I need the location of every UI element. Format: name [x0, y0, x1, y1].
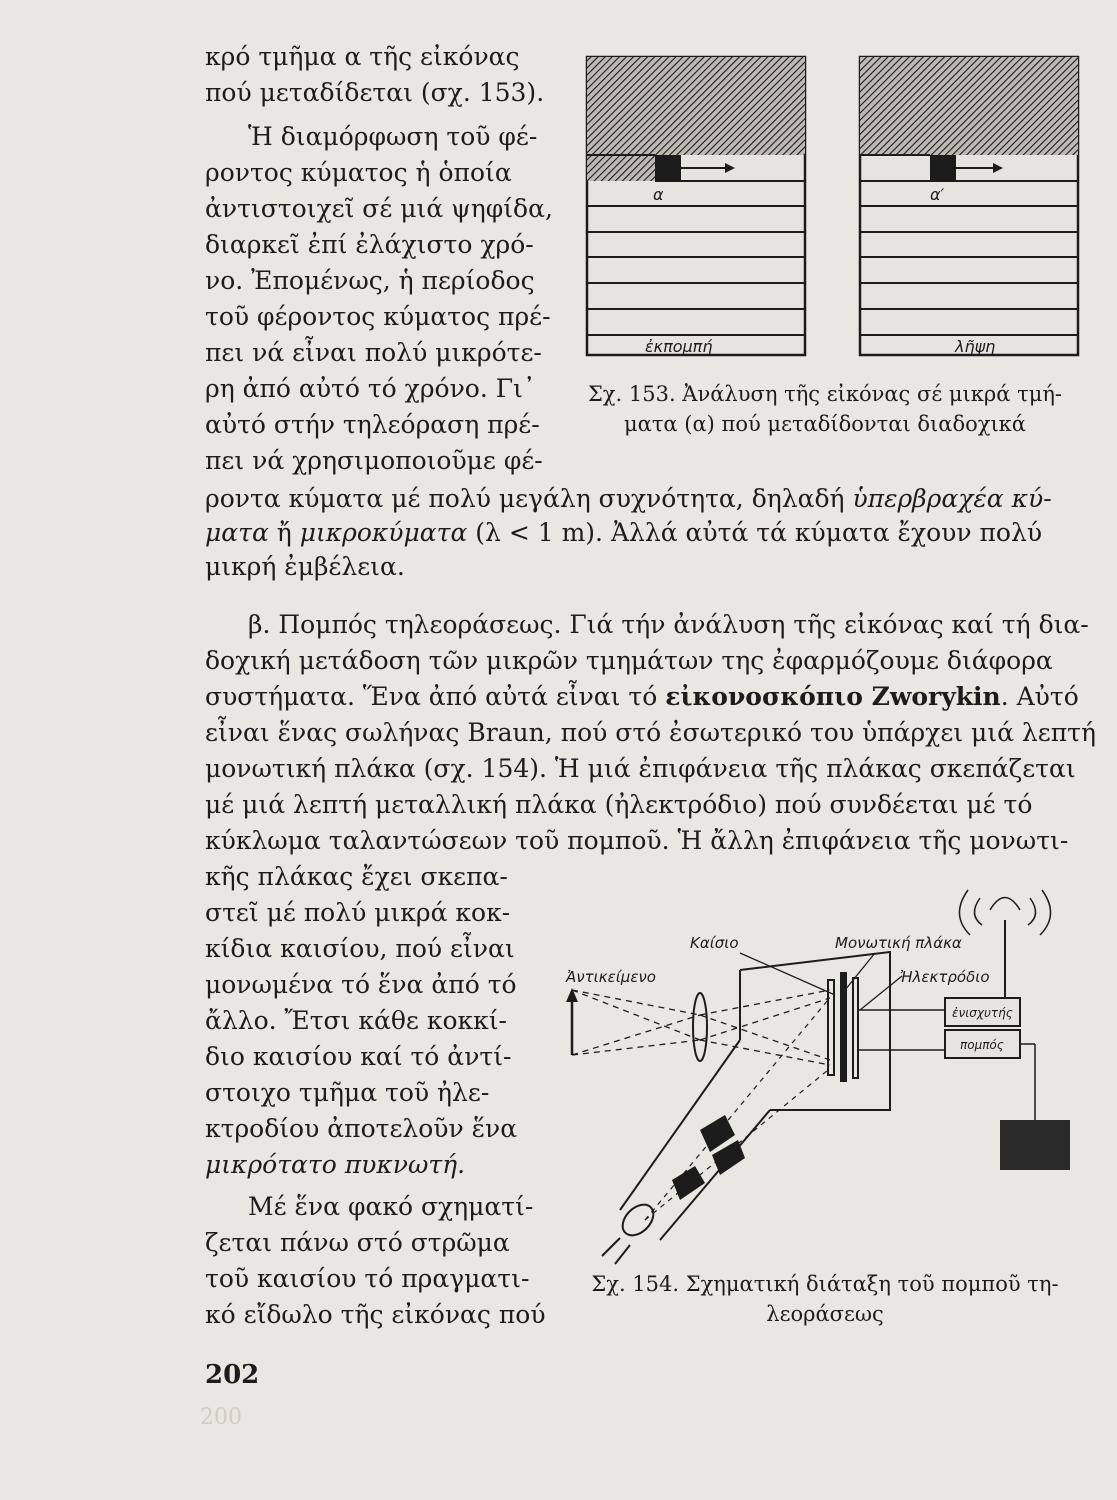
figure-154-caption-1: Σχ. 154. Σχηματική διάταξη τοῦ πομποῦ τη- — [591, 1272, 1059, 1296]
section-heading-line: β. Πομπός τηλεοράσεως. Γιά τήν ἀνάλυση τῆς εἰκόνας καί τή δια- — [248, 610, 1089, 639]
label-object: Ἀντικείμενο — [566, 968, 656, 986]
text-line-9: πει νά εἶναι πολύ μικρότε- — [205, 338, 542, 367]
text-line-27: ἄλλο. Ἔτσι κάθε κοκκί- — [205, 1006, 508, 1035]
text-line-29: στοιχο τμῆμα τοῦ ἠλε- — [205, 1078, 490, 1107]
label-transmitter: πομπός — [960, 1038, 1004, 1052]
page-number: 202 — [205, 1360, 260, 1390]
text-line-11: αὐτό στήν τηλεόραση πρέ- — [205, 410, 540, 439]
electrode — [853, 978, 858, 1078]
text-line-18 — [205, 680, 1079, 714]
text-line-3: Ἡ διαμόρφωση τοῦ φέ- — [248, 122, 538, 151]
text-line-35: κό εἴδωλο τῆς εἰκόνας πού — [205, 1300, 546, 1329]
figure-153-caption-2: ματα (α) πού μεταδίδονται διαδοχικά — [623, 412, 1026, 436]
text-line-33: ζεται πάνω στό στρῶμα — [205, 1228, 510, 1257]
text-line-34: τοῦ καισίου τό πραγματι- — [205, 1264, 530, 1293]
show-through-page-number: 200 — [200, 1405, 242, 1430]
label-a-prime: α′ — [930, 185, 945, 204]
text-line-26: μονωμένα τό ἕνα ἀπό τό — [205, 970, 517, 999]
text-line-1: κρό τμῆμα α τῆς εἰκόνας — [205, 42, 520, 71]
italic-term: ματα — [205, 518, 269, 547]
italic-term: ὑπερβραχέα κύ- — [852, 484, 1052, 513]
text-line-31: μικρότατο πυκνωτή. — [205, 1150, 466, 1179]
text-line-19: εἶναι ἕνας σωλήνας Braun, πού στό ἐσωτερικό του ὑπάρχει μιά λεπτή — [205, 718, 1096, 747]
text-line-8: τοῦ φέροντος κύματος πρέ- — [205, 302, 551, 331]
text-line-4: ροντος κύματος ἡ ὁποία — [205, 158, 512, 187]
text-line-15: μικρή ἐμβέλεια. — [205, 552, 405, 581]
text-line-30: κτροδίου ἀποτελοῦν ἕνα — [205, 1114, 518, 1143]
italic-term: μικροκύματα — [299, 518, 468, 547]
text-span: (λ < 1 m). Ἀλλά αὐτά τά κύματα ἔχουν πολύ — [467, 518, 1043, 547]
transmit-screen — [587, 57, 805, 356]
insulating-plate — [840, 972, 847, 1082]
figure-153 — [585, 55, 1080, 360]
ground-block — [1000, 1120, 1070, 1170]
lens — [693, 993, 707, 1061]
cesium-layer — [828, 980, 834, 1075]
text-line-6: διαρκεῖ ἐπί ἐλάχιστο χρό- — [205, 230, 534, 259]
text-line-24: στεῖ μέ πολύ μικρά κοκ- — [205, 898, 511, 927]
deflection-coils — [672, 1115, 745, 1200]
tube-body — [740, 952, 890, 1110]
text-line-7: νο. Ἐπομένως, ἡ περίοδος — [205, 266, 535, 295]
label-amplifier: ἐνισχυτής — [952, 1006, 1013, 1020]
pixel-a — [655, 155, 681, 181]
text-line-22: κύκλωμα ταλαντώσεων τοῦ πομποῦ. Ἡ ἄλλη ἐπιφάνεια τῆς μονωτι- — [205, 826, 1069, 855]
label-cesium: Καίσιο — [690, 934, 739, 952]
figure-154-caption-2: λεοράσεως — [766, 1302, 884, 1326]
text-line-28: διο καισίου καί τό ἀντί- — [205, 1042, 512, 1071]
light-rays — [572, 990, 830, 1065]
bold-term: εἰκονοσκόπιο Zworykin — [665, 682, 1001, 711]
label-insulating-plate: Μονωτική πλάκα — [835, 934, 962, 952]
text-line-23: κῆς πλάκας ἔχει σκεπα- — [205, 862, 508, 891]
text-line-20: μονωτική πλάκα (σχ. 154). Ἡ μιά ἐπιφάνεια τῆς πλάκας σκεπάζεται — [205, 754, 1076, 783]
text-line-5: ἀντιστοιχεῖ σέ μιά ψηφίδα, — [205, 194, 553, 223]
label-electrode: Ἠλεκτρόδιο — [900, 968, 990, 986]
text-line-2: πού μεταδίδεται (σχ. 153). — [205, 78, 545, 107]
text-line-10: ρη ἀπό αὐτό τό χρόνο. Γι᾽ — [205, 374, 536, 403]
text-span: . Αὐτό — [1000, 682, 1079, 711]
text-span: ἤ — [268, 518, 300, 547]
figure-153-caption-1: Σχ. 153. Ἀνάλυση τῆς εἰκόνας σέ μικρά τμή- — [587, 382, 1063, 406]
text-span: ροντα κύματα μέ πολύ μεγάλη συχνότητα, δηλαδή — [205, 484, 853, 513]
text-line-21: μέ μιά λεπτή μεταλλική πλάκα (ἠλεκτρόδιο) πού συνδέεται μέ τό — [205, 790, 1033, 819]
text-line-32: Μέ ἕνα φακό σχηματί- — [248, 1192, 534, 1221]
text-span: συστήματα. Ἕνα ἀπό αὐτά εἶναι τό — [205, 682, 666, 711]
text-line-13 — [205, 482, 1052, 516]
label-a: α — [653, 185, 664, 204]
pixel-a-prime — [930, 155, 956, 181]
text-line-17: δοχική μετάδοση τῶν μικρῶν τμημάτων της ἐφαρμόζουμε διάφορα — [205, 646, 1053, 675]
figure-154 — [560, 890, 1090, 1270]
text-line-25: κίδια καισίου, πού εἶναι — [205, 934, 515, 963]
label-receive: λῆψη — [955, 337, 996, 356]
receive-screen — [860, 57, 1078, 356]
text-line-12: πει νά χρησιμοποιοῦμε φέ- — [205, 446, 543, 475]
label-transmit: ἐκπομπή — [645, 337, 713, 356]
text-line-14 — [205, 516, 1042, 550]
